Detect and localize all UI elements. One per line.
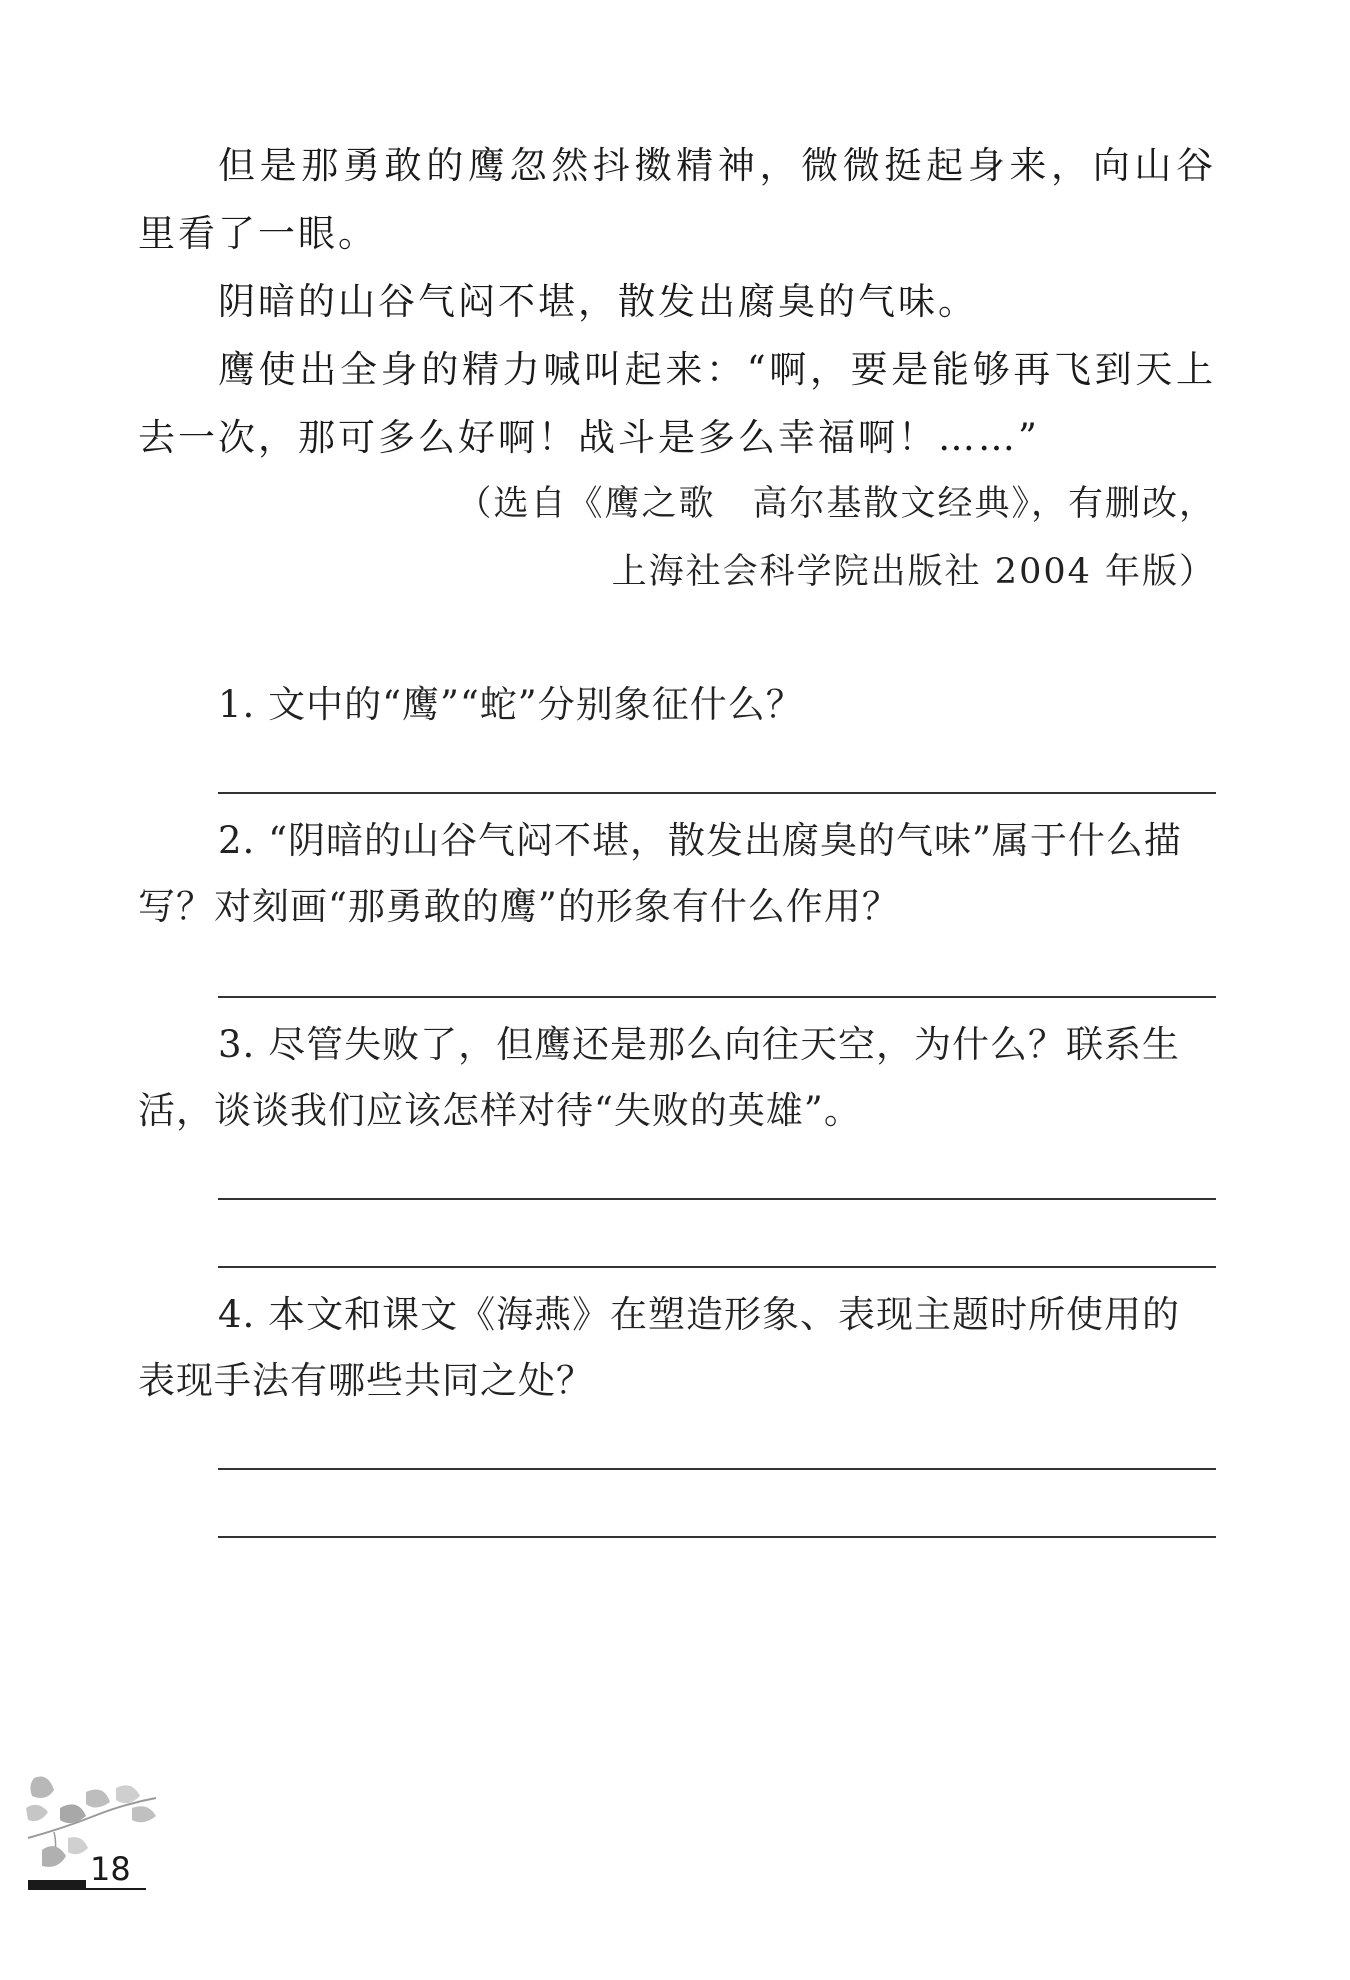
source-citation-line-2: 上海社会科学院出版社 2004 年版）	[611, 552, 1216, 592]
question-4: 4. 本文和课文《海燕》在塑造形象、表现主题时所使用的表现手法有哪些共同之处？	[138, 1293, 1181, 1402]
answer-line-q4-2[interactable]	[218, 1536, 1216, 1538]
passage-paragraph-1: 但是那勇敢的鹰忽然抖擞精神，微微挺起身来，向山谷里看了一眼。	[138, 144, 1216, 255]
answer-line-q2[interactable]	[218, 996, 1216, 998]
answer-line-q4-1[interactable]	[218, 1468, 1216, 1470]
passage-paragraph-3: 鹰使出全身的精力喊叫起来：“啊，要是能够再飞到天上去一次，那可多么好啊！战斗是多么幸福啊！……”	[138, 348, 1216, 459]
question-2: 2. “阴暗的山谷气闷不堪，散发出腐臭的气味”属于什么描写？对刻画“那勇敢的鹰”的形象有什么作用？	[138, 819, 1182, 928]
page-number-rule	[28, 1888, 146, 1890]
passage-paragraph-2: 阴暗的山谷气闷不堪，散发出腐臭的气味。	[218, 280, 978, 323]
question-1: 1. 文中的“鹰”“蛇”分别象征什么？	[218, 683, 804, 726]
page-number: 18	[90, 1850, 131, 1888]
answer-line-q3-1[interactable]	[218, 1198, 1216, 1200]
answer-line-q3-2[interactable]	[218, 1266, 1216, 1268]
answer-line-q1[interactable]	[218, 792, 1216, 794]
question-3: 3. 尽管失败了，但鹰还是那么向往天空，为什么？联系生活，谈谈我们应该怎样对待“失败的英雄”。	[138, 1023, 1181, 1132]
passage	[138, 132, 1216, 472]
source-citation-line-1: （选自《鹰之歌 高尔基散文经典》，有删改，	[456, 484, 1216, 524]
